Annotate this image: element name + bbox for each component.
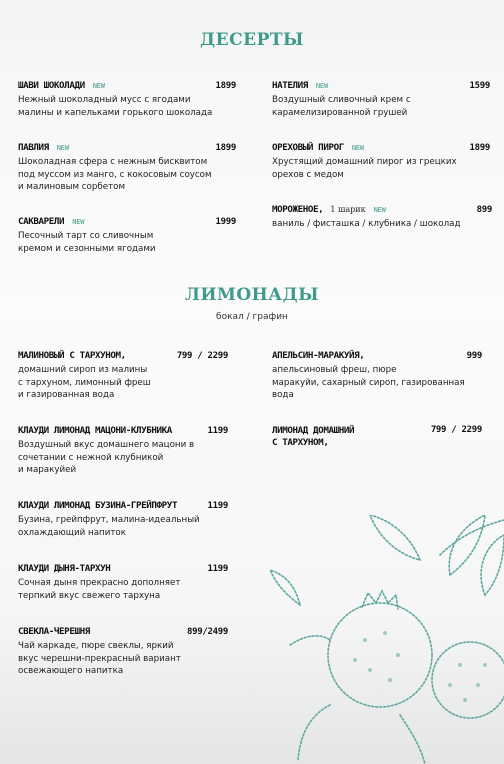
- new-badge: NEW: [373, 206, 386, 214]
- new-badge: NEW: [351, 144, 364, 152]
- item-name: САКВАРЕЛИ: [18, 216, 65, 227]
- item-description: Сочная дыня прекрасно дополняет терпкий вкус свежего тархуна: [18, 578, 181, 601]
- item-price: 1899: [215, 143, 236, 153]
- item-price: 1199: [207, 501, 228, 511]
- item-name: КЛАУДИ ЛИМОНАД БУЗИНА-ГРЕЙПФРУТ: [18, 500, 178, 511]
- menu-item: [18, 425, 228, 477]
- item-description: Бузина, грейпфрут, малина-идеальный охлаждающий напиток: [18, 515, 200, 538]
- item-portion: 1 шарик: [330, 205, 366, 214]
- lemonades-subtitle: бокал / графин: [216, 312, 288, 322]
- item-price: 1199: [207, 564, 228, 574]
- item-description: Воздушный сливочный крем с карамелизированной грушей: [272, 95, 411, 118]
- item-price: 1599: [469, 81, 490, 91]
- item-name: АПЕЛЬСИН-МАРАКУЙЯ,: [272, 350, 365, 361]
- menu-item: [18, 80, 236, 119]
- item-price: 799 / 2299: [430, 425, 482, 435]
- item-name: КЛАУДИ ЛИМОНАД МАЦОНИ-КЛУБНИКА: [18, 425, 172, 436]
- new-badge: NEW: [315, 82, 328, 90]
- item-name: КЛАУДИ ДЫНЯ-ТАРХУН: [18, 563, 111, 574]
- new-badge: NEW: [72, 218, 85, 226]
- item-name: СВЕКЛА-ЧЕРЕШНЯ: [18, 626, 90, 637]
- item-price: 899/2499: [187, 627, 228, 637]
- menu-item: [272, 425, 482, 449]
- item-price: 999: [466, 351, 482, 361]
- item-name: МАЛИНОВЫЙ С ТАРХУНОМ,: [18, 350, 126, 361]
- menu-item: [18, 350, 228, 402]
- menu-item: [272, 142, 490, 181]
- item-price: 1899: [469, 143, 490, 153]
- menu-item: [18, 626, 228, 678]
- item-price: 799 / 2299: [176, 351, 228, 361]
- item-name: МОРОЖЕНОЕ,: [272, 204, 324, 215]
- menu-item: [272, 204, 492, 231]
- item-description: апельсиновый фреш, пюре маракуйи, сахарный сироп, газированная вода: [272, 365, 465, 400]
- menu-item: [18, 216, 236, 255]
- desserts-title: ДЕСЕРТЫ: [200, 30, 304, 50]
- pomegranate-sketch-icon: [270, 515, 504, 764]
- item-description: Шоколадная сфера с нежным бисквитом под муссом из манго, с кокосовым соусом и малиновым сорбетом: [18, 157, 212, 192]
- item-description: Нежный шоколадный мусс с ягодами малины и капельками горького шоколада: [18, 95, 213, 118]
- menu-item: [272, 80, 490, 119]
- item-name: ОРЕХОВЫЙ ПИРОГ: [272, 142, 344, 153]
- menu-item: [18, 500, 228, 539]
- item-description: ваниль / фисташка / клубника / шоколад: [272, 219, 461, 229]
- item-price: 1999: [215, 217, 236, 227]
- item-name: ШАВИ ШОКОЛАДИ: [18, 80, 85, 91]
- lemonades-title: ЛИМОНАДЫ: [184, 285, 320, 305]
- item-description: Песочный тарт со сливочным кремом и сезонными ягодами: [18, 231, 156, 254]
- menu-item: [18, 142, 236, 194]
- item-name: ПАВЛИЯ: [18, 142, 49, 153]
- item-name: НАТЕЛИЯ: [272, 80, 308, 91]
- new-badge: NEW: [56, 144, 69, 152]
- item-description: Чай каркаде, пюре свеклы, яркий вкус черешни-прекрасный вариант освежающего напитка: [18, 641, 181, 676]
- item-description: Воздушный вкус домашнего мацони в сочетании с нежной клубникой и маракуйей: [18, 440, 195, 475]
- item-price: 1899: [215, 81, 236, 91]
- menu-item: [272, 350, 482, 402]
- item-price: 1199: [207, 426, 228, 436]
- menu-item: [18, 563, 228, 602]
- item-description: домашний сироп из малины с тархуном, лимонный фреш и газированная вода: [18, 365, 151, 400]
- item-price: 899: [476, 205, 492, 215]
- new-badge: NEW: [92, 82, 105, 90]
- item-name: ЛИМОНАД ДОМАШНИЙ С ТАРХУНОМ,: [272, 425, 355, 448]
- item-description: Хрустящий домашний пирог из грецких орехов с медом: [272, 157, 457, 180]
